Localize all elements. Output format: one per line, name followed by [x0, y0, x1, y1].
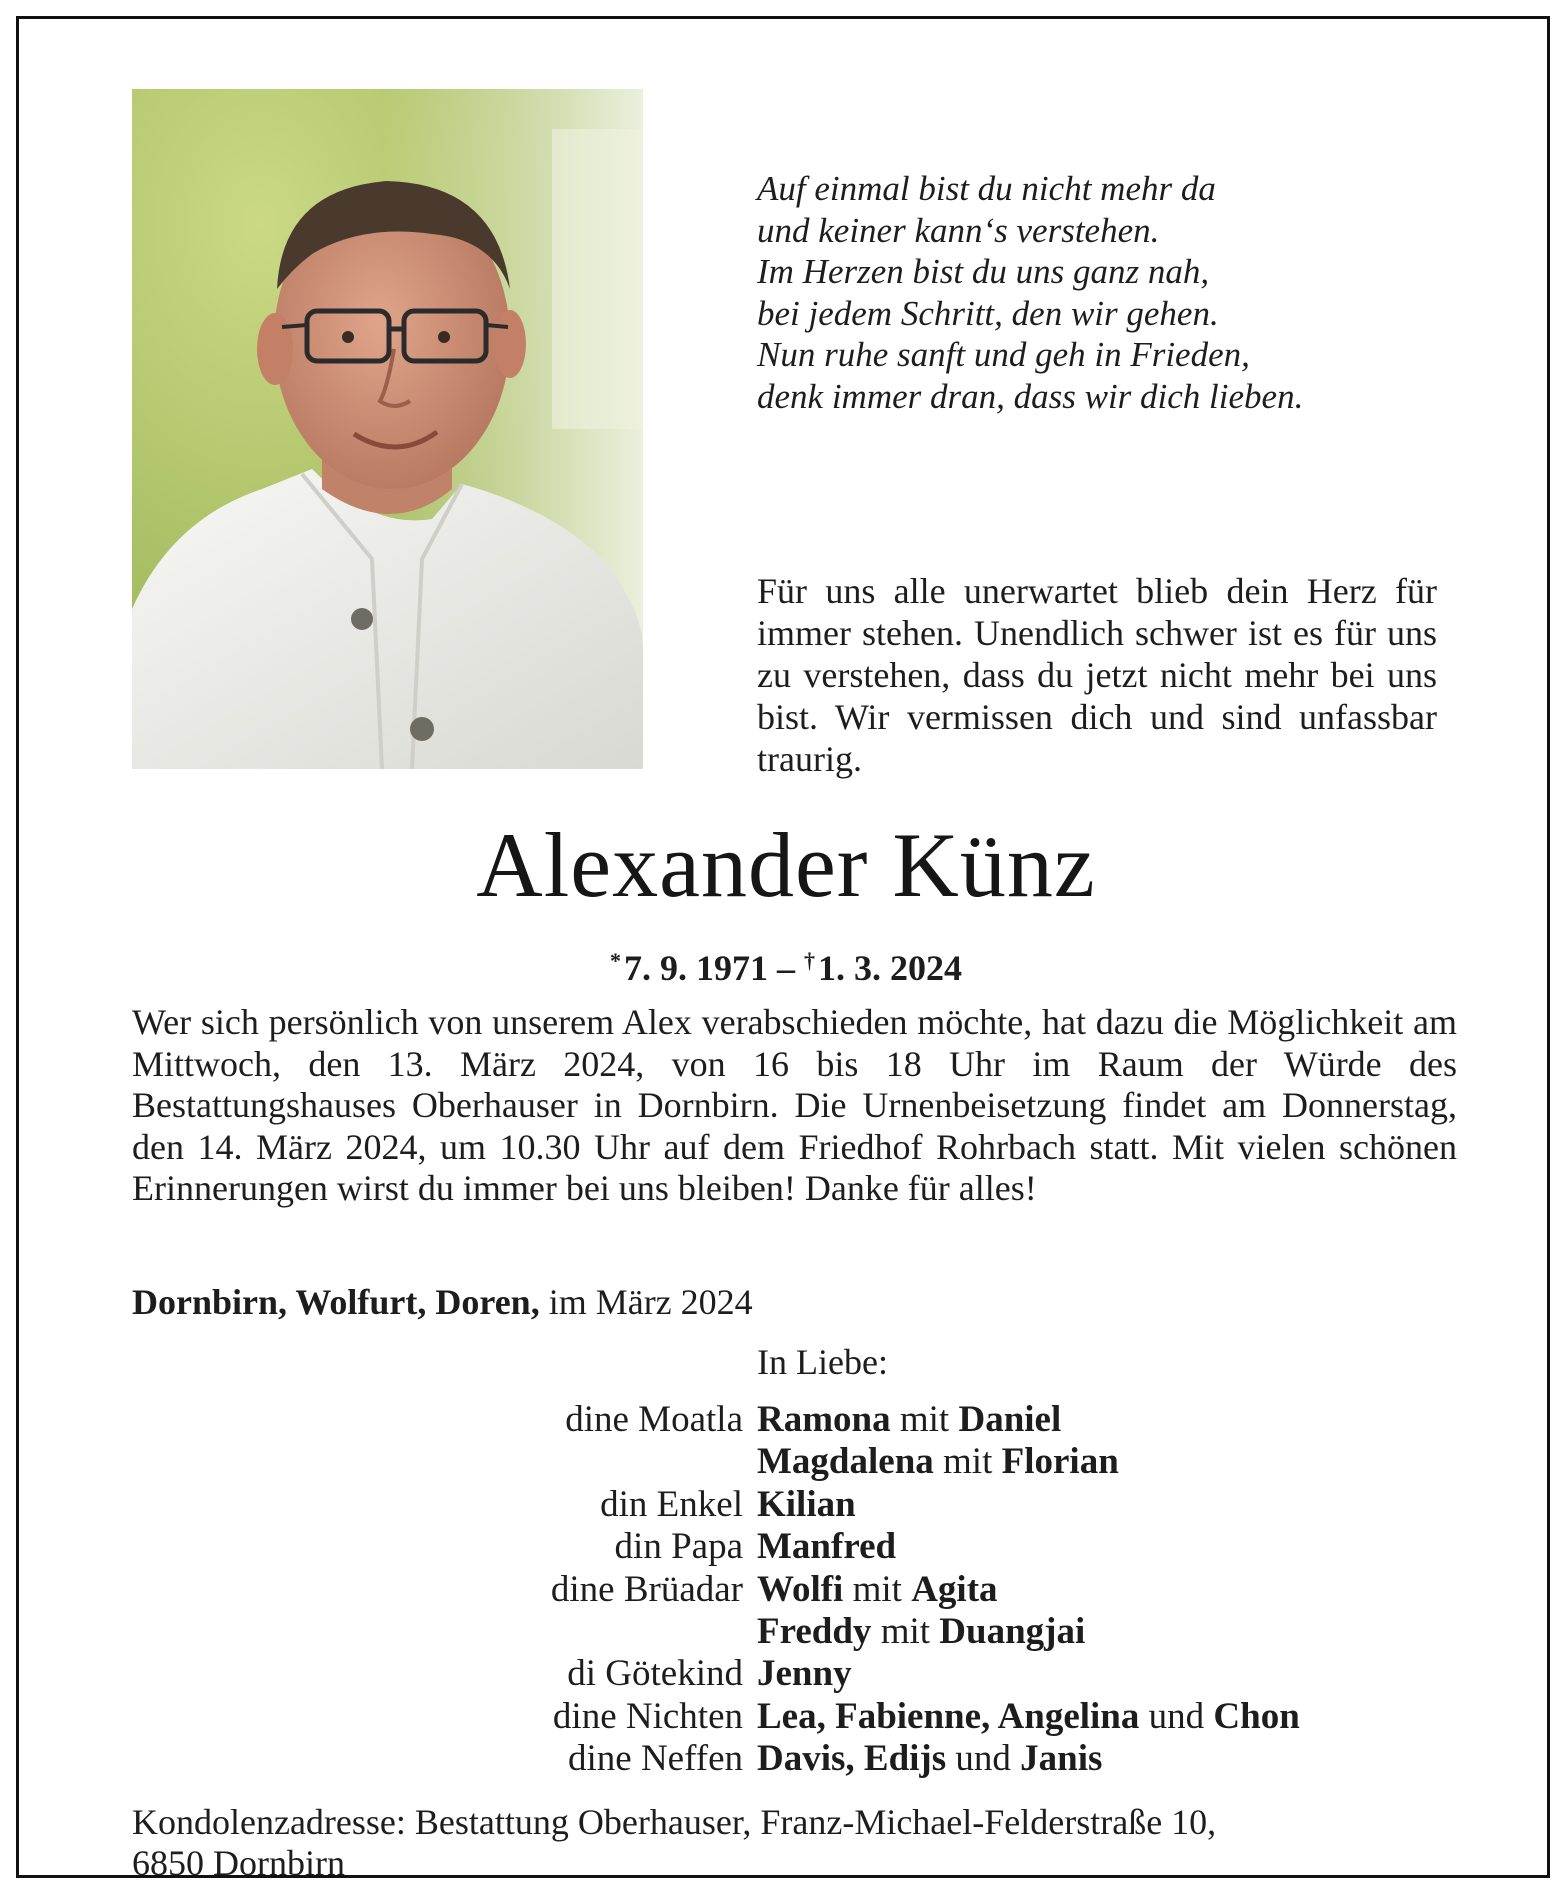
- poem: [757, 168, 1457, 417]
- mourner-name: Janis: [1020, 1738, 1103, 1780]
- poem-line: denk immer dran, dass wir dich lieben.: [757, 376, 1304, 416]
- mourner-connector: mit: [933, 1441, 1002, 1483]
- mourner-row: [19, 1569, 1553, 1611]
- mourner-name: Lea, Fabienne, Angelina: [757, 1695, 1140, 1737]
- in-love-heading: In Liebe:: [757, 1342, 888, 1382]
- poem-line: und keiner kann‘s verstehen.: [757, 210, 1160, 250]
- life-dates: [19, 941, 1553, 988]
- mourner-relation: din Papa: [614, 1526, 743, 1568]
- mourner-name: Kilian: [757, 1483, 856, 1525]
- mourner-row: [19, 1399, 1553, 1441]
- obituary-card: [16, 16, 1550, 1883]
- mourner-relation: din Enkel: [600, 1483, 743, 1525]
- condolence-address: [132, 1802, 1457, 1884]
- poem-line: Nun ruhe sanft und geh in Frieden,: [757, 335, 1250, 374]
- mourner-row: [19, 1611, 1553, 1653]
- mourner-connector: und: [946, 1738, 1021, 1780]
- mourner-name: Florian: [1001, 1441, 1119, 1483]
- mourner-name: Manfred: [757, 1526, 897, 1568]
- portrait-photo: [132, 89, 643, 769]
- poem-line: bei jedem Schritt, den wir gehen.: [757, 293, 1219, 333]
- mourner-row: [19, 1441, 1553, 1483]
- death-symbol: †: [804, 948, 815, 973]
- mourner-row: [19, 1653, 1553, 1695]
- condolence-address-line-2: 6850 Dornbirn: [132, 1843, 345, 1883]
- poem-line: Im Herzen bist du uns ganz nah,: [757, 252, 1210, 291]
- mourner-row: [19, 1738, 1553, 1780]
- date-separator: –: [768, 948, 804, 988]
- mourner-connector: mit: [843, 1568, 912, 1610]
- poem-line: Auf einmal bist du nicht mehr da: [757, 169, 1216, 208]
- mourner-name: Davis, Edijs: [757, 1738, 947, 1780]
- mourner-relation: dine Moatla: [565, 1399, 743, 1440]
- mourner-relation: dine Nichten: [552, 1695, 743, 1737]
- mourner-names: [757, 1526, 896, 1568]
- birth-symbol: *: [610, 948, 621, 973]
- place-and-date: [132, 1281, 1132, 1323]
- mourner-name: Wolfi: [757, 1568, 844, 1610]
- portrait-illustration: [132, 89, 643, 769]
- funeral-announcement: Wer sich persönlich von unserem Alex verabschieden möchte, hat dazu die Möglichkeit am Mittwoch, den 13. März 2024, von 16 bis 18 Uhr im Raum der Würde des Bestattungshauses Oberhauser in Dornbirn. Die Urnenbeisetzung findet am Donnerstag, den 14. März 2024, um 10.30 Uhr auf dem Friedhof Rohrbach statt. Mit vielen schönen Erinnerungen wirst du immer bei uns bleiben! Danke für alles!: [132, 1002, 1457, 1208]
- mourner-relation: dine Neffen: [568, 1738, 743, 1780]
- mourner-relation: di Götekind: [567, 1653, 743, 1695]
- mourner-relation: dine Brüadar: [550, 1568, 743, 1610]
- death-date: 1. 3. 2024: [818, 948, 962, 988]
- mourner-connector: und: [1139, 1695, 1214, 1737]
- mourner-names: [757, 1484, 856, 1526]
- condolence-address-line-1: Kondolenzadresse: Bestattung Oberhauser, Franz-Michael-Felderstraße 10,: [132, 1802, 1217, 1842]
- condolence-message: Für uns alle unerwartet blieb dein Herz für immer stehen. Unendlich schwer ist es für uns zu verstehen, dass du jetzt nicht mehr bei uns bist. Wir vermissen dich und sind unfassbar traurig.: [757, 571, 1437, 779]
- mourner-row: [19, 1696, 1553, 1738]
- place-towns: Dornbirn, Wolfurt, Doren,: [132, 1282, 540, 1322]
- mourner-names: [757, 1569, 998, 1611]
- mourner-name: Jenny: [757, 1653, 852, 1695]
- mourner-names: [757, 1441, 1119, 1483]
- place-date: im März 2024: [539, 1282, 753, 1322]
- mourner-row: [19, 1484, 1553, 1526]
- mourner-name: Ramona: [757, 1399, 891, 1440]
- mourner-name: Chon: [1213, 1695, 1300, 1737]
- mourner-names: [757, 1738, 1102, 1780]
- deceased-name: Alexander Künz: [476, 814, 1096, 916]
- mourner-names: [757, 1696, 1300, 1738]
- mourners-list: [19, 1399, 1553, 1781]
- mourner-names: [757, 1653, 852, 1695]
- mourner-names: [757, 1611, 1085, 1653]
- mourner-name: Freddy: [757, 1610, 872, 1652]
- mourner-name: Magdalena: [757, 1441, 934, 1483]
- mourner-name: Agita: [911, 1568, 998, 1610]
- mourner-name: Daniel: [958, 1399, 1062, 1440]
- mourner-connector: mit: [871, 1610, 940, 1652]
- birth-date: 7. 9. 1971: [624, 948, 768, 988]
- mourner-names: [757, 1399, 1061, 1441]
- mourner-row: [19, 1526, 1553, 1568]
- mourner-connector: mit: [890, 1399, 959, 1440]
- mourner-name: Duangjai: [939, 1610, 1086, 1652]
